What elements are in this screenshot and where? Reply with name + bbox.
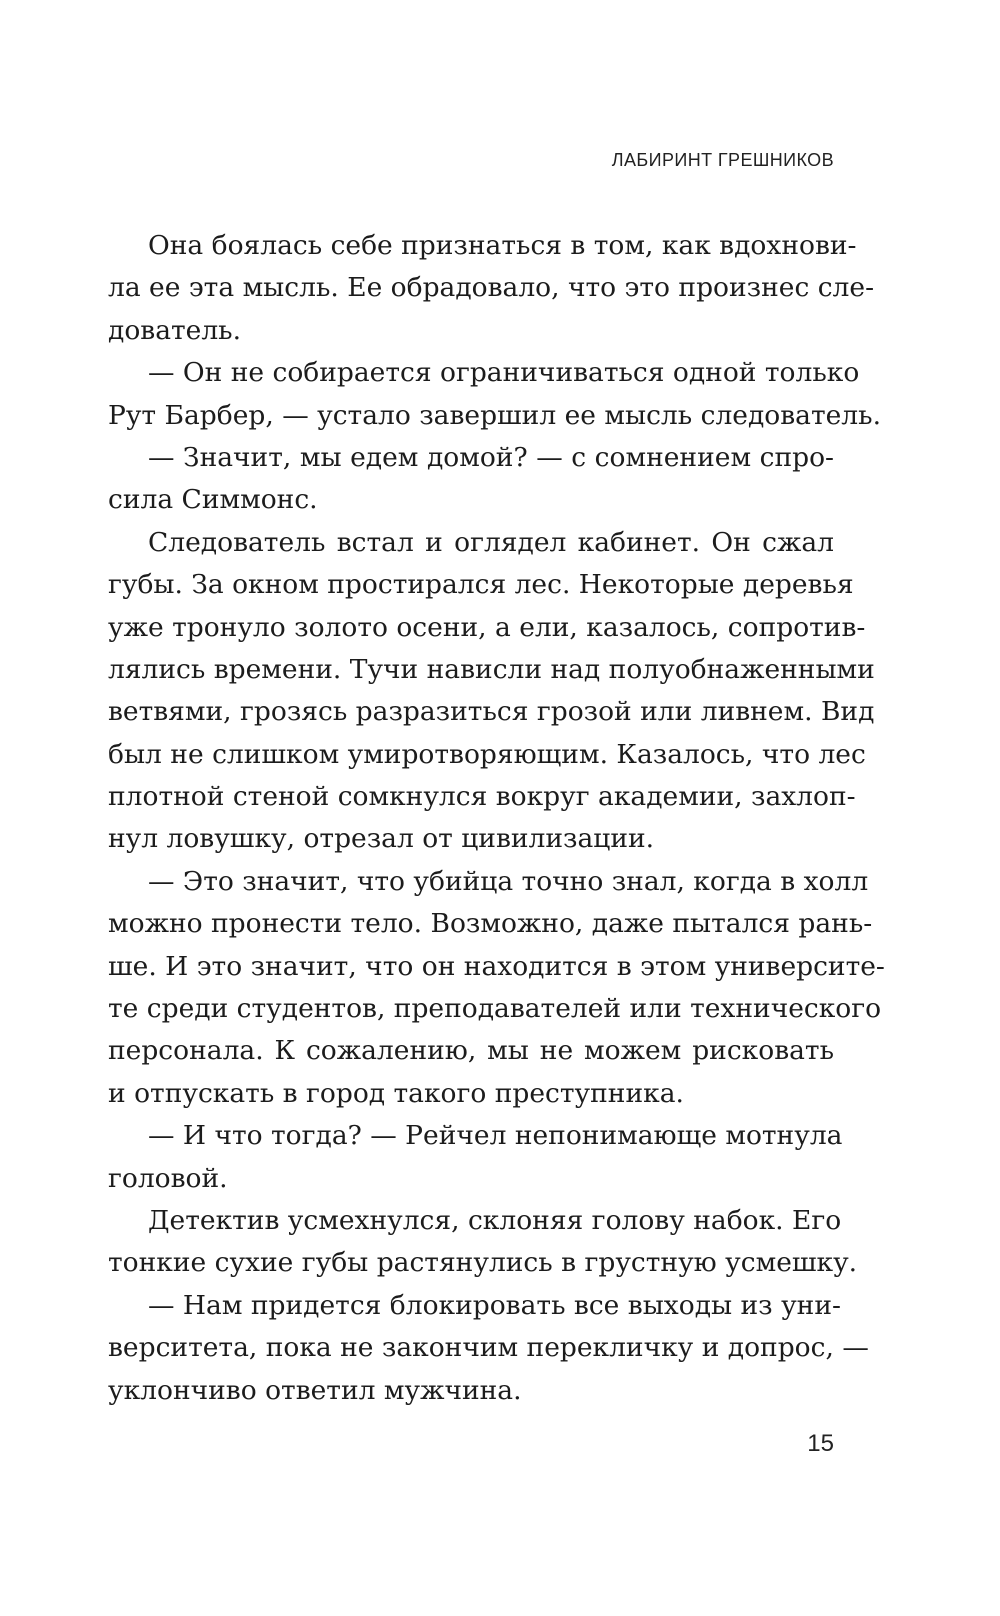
text-line: — Нам придется блокировать все выходы из уни-: [148, 1289, 841, 1321]
text-line: уже тронуло золото осени, а ели, казалось, сопротив-: [108, 611, 866, 643]
text-line: — Это значит, что убийца точно знал, когда в холл: [148, 865, 869, 897]
text-line: ветвями, грозясь разразиться грозой или ливнем. Вид: [108, 696, 875, 728]
text-line: дователь.: [108, 314, 242, 346]
text-line: ла ее эта мысль. Ее обрадовало, что это произнес сле-: [108, 272, 875, 304]
text-line: был не слишком умиротворяющим. Казалось, что лес: [108, 738, 866, 770]
text-line: персонала. К сожалению, мы не можем рисковать: [108, 1035, 834, 1067]
text-line: и отпускать в город такого преступника.: [108, 1077, 684, 1109]
text-line: Рут Барбер, — устало завершил ее мысль следователь.: [108, 399, 881, 431]
text-line: верситета, пока не закончим перекличку и допрос, —: [108, 1332, 869, 1364]
text-line: головой.: [108, 1162, 228, 1194]
text-line: тонкие сухие губы растянулись в грустную усмешку.: [108, 1247, 858, 1279]
text-line: — Значит, мы едем домой? — с сомнением спро-: [148, 441, 834, 473]
text-line: можно пронести тело. Возможно, даже пытался рань-: [108, 908, 873, 940]
page-number: 15: [807, 1430, 834, 1457]
running-head: ЛАБИРИНТ ГРЕШНИКОВ: [611, 150, 834, 170]
text-line: те среди студентов, преподавателей или технического: [108, 993, 882, 1025]
text-line: сила Симмонс.: [108, 484, 318, 516]
text-line: Детектив усмехнулся, склоняя голову набок. Его: [148, 1204, 842, 1236]
text-line: Она боялась себе признаться в том, как вдохнови-: [148, 230, 857, 261]
text-line: плотной стеной сомкнулся вокруг академии, захлоп-: [108, 781, 856, 813]
text-line: лялись времени. Тучи нависли над полуобнаженными: [108, 653, 875, 685]
text-line: нул ловушку, отрезал от цивилизации.: [108, 823, 655, 855]
text-line: — И что тогда? — Рейчел непонимающе мотнула: [148, 1120, 843, 1152]
text-line: ше. И это значит, что он находится в этом университе-: [108, 950, 885, 982]
body-text: [108, 225, 885, 1412]
text-line: — Он не собирается ограничиваться одной только: [148, 357, 860, 389]
text-line: Следователь встал и оглядел кабинет. Он сжал: [148, 526, 834, 558]
text-line: уклончиво ответил мужчина.: [108, 1374, 522, 1406]
text-line: губы. За окном простирался лес. Некоторые деревья: [108, 569, 854, 601]
